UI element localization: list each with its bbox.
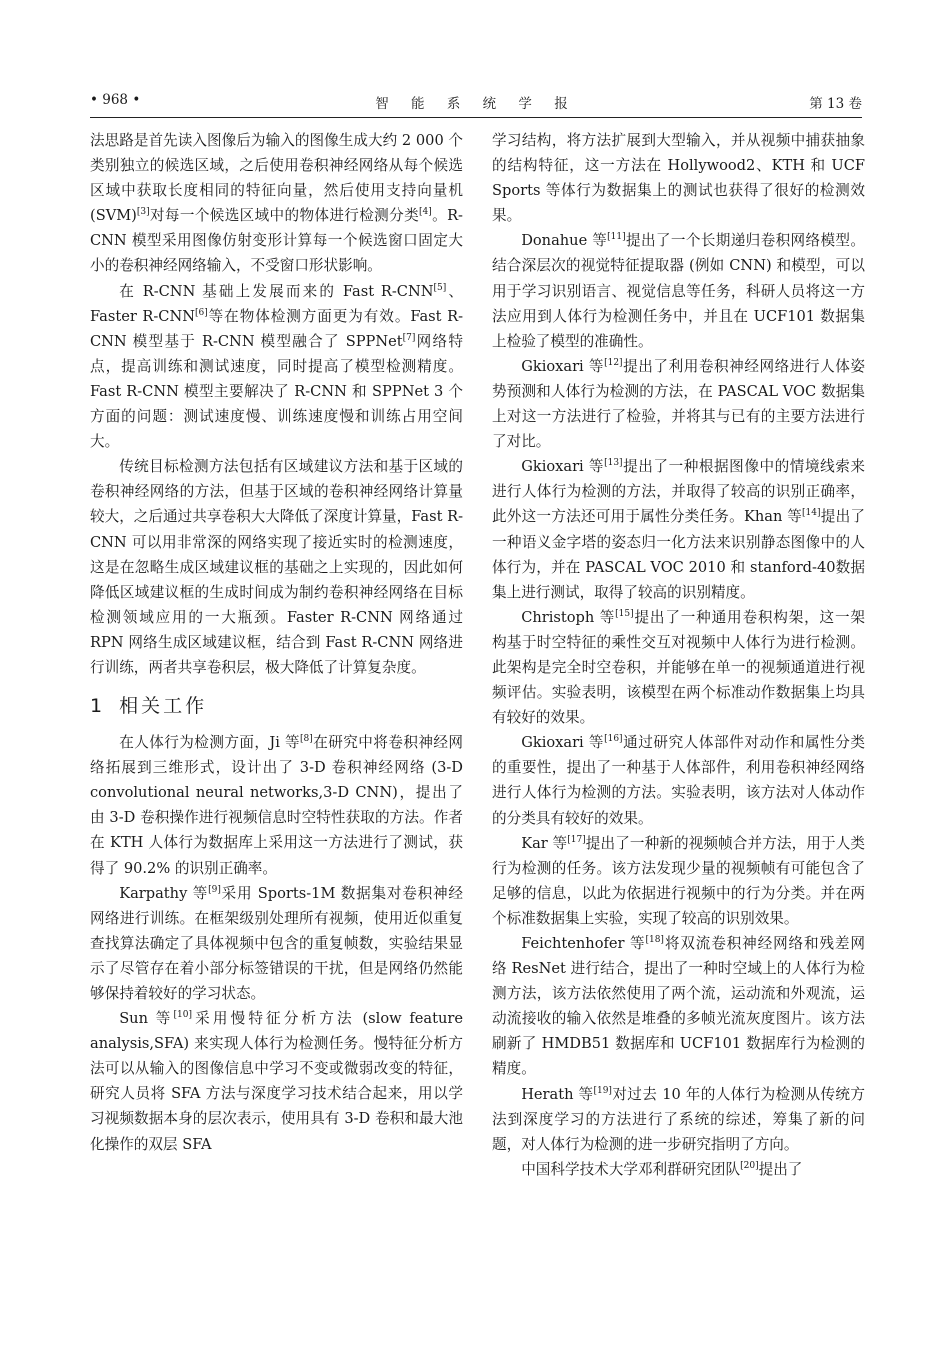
paragraph: 中国科学技术大学邓利群研究团队[20]提出了 [521,1160,803,1178]
paragraph: Herath 等[19]对过去 10 年的人体行为检测从传统方法到深度学习的方法进行了系统的综述，筹集了新的问题，对人体行为检测的进一步研究指明了方向。 [492,1085,865,1153]
citation: [3] [136,207,150,218]
paragraph: 在人体行为检测方面，Ji 等[8]在研究中将卷积神经网络拓展到三维形式，设计出了 3-D 卷积神经网络 (3-D convolutional neural networks,3-D CNN)，提出了由 3-D 卷积操作进行视频信息时空特性获取的方法。作者在 KTH 人体行为数据库上采用这一方法进行了测试，获得了 90.2% 的识别正确率。 [90,734,463,877]
paragraph: Gkioxari 等[12]提出了利用卷积神经网络进行人体姿势预测和人体行为检测的方法，在 PASCAL VOC 数据集上对这一方法进行了检验，并将其与已有的主要方法进行了对比。 [492,357,865,451]
paragraph: 法思路是首先读入图像后为输入的图像生成大约 2 000 个类别独立的候选区域，之后使用卷积神经网络从每个候选区域中获取长度相同的特征向量，然后使用支持向量机 (SVM)[3]对每一个候选区域中的物体进行检测分类[4]。R-CNN 模型采用图像仿射变形计算每一个候选窗口固定大小的卷积神经网络输入，不受窗口形状影响。 [90,132,463,275]
paragraph: 学习结构，将方法扩展到大型输入，并从视频中捕获抽象的结构特征，这一方法在 Hollywood2、KTH 和 UCF Sports 等体行为数据集上的测试也获得了很好的检测效果。 [492,132,865,225]
citation: [6] [195,307,208,318]
left-column [90,128,463,1157]
paragraph: Gkioxari 等[13]提出了一种根据图像中的情境线索来进行人体行为检测的方法，并取得了较高的识别正确率，此外这一方法还可用于属性分类任务。Khan 等[14]提出了一种语义金字塔的姿态归一化方法来识别静态图像中的人体行为，并在 PASCAL VOC 2010 和 stanford-40数据集上进行测试，取得了较高的识别精度。 [492,458,865,601]
citation: [12] [604,357,623,368]
citation: [19] [593,1085,612,1096]
paragraph: 传统目标检测方法包括有区域建议方法和基于区域的卷积神经网络的方法，但基于区域的卷积神经网络计算量较大，之后通过共享卷积大大降低了深度计算量，Fast R-CNN 可以用非常深的网络实现了接近实时的检测速度，这是在忽略生成区域建议框的基础之上实现的，因此如何降低区域建议框的生成时间成为制约卷积神经网络在目标检测领域应用的一大瓶颈。Faster R-CNN 网络通过 RPN 网络生成区域建议框，结合到 Fast R-CNN 网络进行训练，两者共享卷积层，极大降低了计算复杂度。 [90,458,463,676]
header-rule [90,117,862,118]
volume-label: 第 13 卷 [809,96,862,112]
paragraph: Donahue 等[11]提出了一个长期递归卷积网络模型。结合深层次的视觉特征提取器 (例如 CNN) 和模型，可以用于学习识别语言、视觉信息等任务，科研人员将这一方法应用到人体行为检测任务中，并且在 UCF101 数据集上检验了模型的准确性。 [492,232,865,350]
running-header [90,92,862,114]
citation: [7] [402,332,416,343]
section-heading: 1 相关工作 [90,695,208,718]
citation: [17] [567,834,586,845]
paragraph: Kar 等[17]提出了一种新的视频帧合并方法，用于人类行为检测的任务。该方法发现少量的视频帧有可能包含了足够的信息，以此为依据进行视频中的行为分类。并在两个标准数据集上实验，实现了较高的识别效果。 [492,834,865,927]
citation: [11] [607,232,626,243]
citation: [20] [740,1160,759,1171]
journal-title: 智 能 系 统 学 报 [375,96,577,112]
citation: [13] [604,458,623,469]
paragraph: Sun 等[10]采用慢特征分析方法 (slow feature analysis,SFA) 来实现人体行为检测任务。慢特征分析方法可以从输入的图像信息中学习不变或微弱改变的特征，研究人员将 SFA 方法与深度学习技术结合起来，用以学习视频数据本身的层次表示，使用具有 3-D 卷积和最大池化操作的双层 SFA [90,1010,463,1153]
citation: [4] [419,207,432,218]
paragraph: Feichtenhofer 等[18]将双流卷积神经网络和残差网络 ResNet 进行结合，提出了一种时空域上的人体行为检测方法，该方法依然使用了两个流，运动流和外观流，运动流接收的输入依然是堆叠的多帧光流灰度图片。该方法刷新了 HMDB51 数据库和 UCF101 数据库行为检测的精度。 [492,935,865,1078]
paragraph: 在 R-CNN 基础上发展而来的 Fast R-CNN[5]、Faster R-CNN[6]等在物体检测方面更为有效。Fast R-CNN 模型基于 R-CNN 模型融合了 SPPNet[7]网络特点，提高训练和测试速度，同时提高了模型检测精度。Fast R-CNN 模型主要解决了 R-CNN 和 SPPNet 3 个方面的问题：测试速度慢、训练速度慢和训练占用空间大。 [90,282,464,451]
paragraph: Gkioxari 等[16]通过研究人体部件对动作和属性分类的重要性，提出了一种基于人体部件，利用卷积神经网络进行人体行为检测的方法。实验表明，该方法对人体动作的分类具有较好的效果。 [492,734,865,827]
right-column [492,128,865,1182]
citation: [18] [645,935,664,945]
citation: [15] [615,608,634,619]
paragraph: Christoph 等[15]提出了一种通用卷积构架，这一架构基于时空特征的乘性交互对视频中人体行为进行检测。此架构是完全时空卷积，并能够在单一的视频通道进行视频评估。实验表明，该模型在两个标准动作数据集上均具有较好的效果。 [492,608,865,727]
page-number: • 968 • [90,92,141,108]
citation: [16] [604,734,623,745]
citation: [8] [300,734,313,745]
citation: [10] [173,1010,192,1021]
citation: [14] [802,508,821,519]
citation: [9] [208,884,221,895]
citation: [5] [433,282,447,293]
paragraph: Karpathy 等[9]采用 Sports-1M 数据集对卷积神经网络进行训练。在框架级别处理所有视频，使用近似重复查找算法确定了具体视频中包含的重复帧数，实验结果显示了尽管存在着小部分标签错误的干扰，但是网络仍然能够保持着较好的学习状态。 [90,884,463,1002]
